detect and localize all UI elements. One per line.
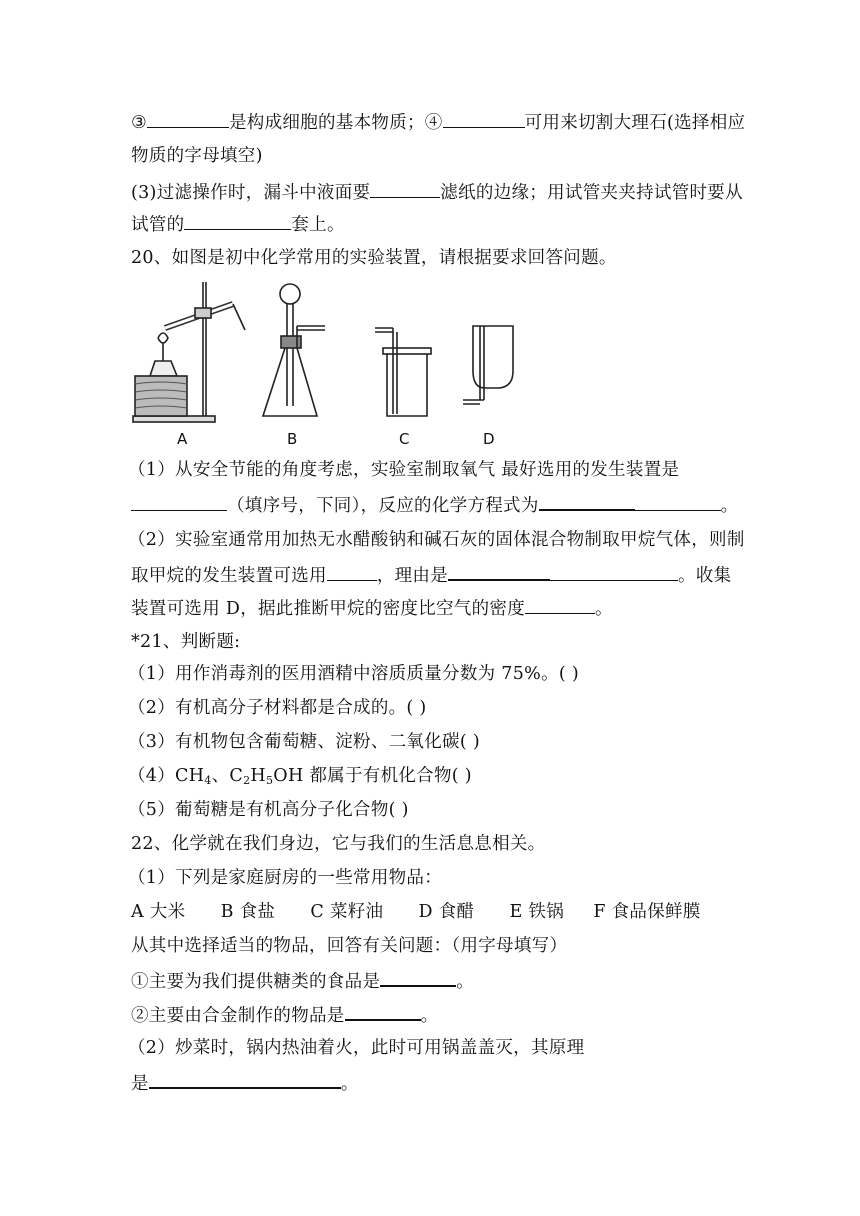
q21-item-2: （2）有机高分子材料都是合成的。( ) xyxy=(128,698,427,718)
q19-line-4 xyxy=(131,212,345,237)
q19-line-1 xyxy=(131,110,745,135)
q20-p1-end: 。 xyxy=(720,496,739,516)
q22-p1: （1）下列是家庭厨房的一些常用物品： xyxy=(128,868,443,888)
apparatus-d xyxy=(463,326,513,404)
q20-p2-f: 。 xyxy=(595,599,613,619)
subscript: 4 xyxy=(204,774,212,787)
q21-item4-d: OH 都属于有机化合物( ) xyxy=(273,766,472,786)
blank-field[interactable] xyxy=(327,563,377,581)
blank-field[interactable] xyxy=(380,968,456,987)
q19-line-3 xyxy=(131,180,743,205)
q19-line3-a: (3)过滤操作时，漏斗中液面要 xyxy=(131,183,371,203)
q20-p1-line-1: （1）从安全节能的角度考虑，实验室制取氧气 最好选用的发生装置是 xyxy=(128,460,680,480)
q20-p2-line-3 xyxy=(131,596,613,621)
q21-item4-a: （4）CH xyxy=(128,766,205,786)
blank-field[interactable] xyxy=(370,180,440,198)
blank-field[interactable] xyxy=(539,492,635,511)
label-c: C xyxy=(399,430,410,448)
blank-field[interactable] xyxy=(149,1070,341,1089)
blank-field[interactable] xyxy=(184,212,291,230)
q20-p2-c: ，理由是 xyxy=(376,566,449,586)
q20-title: 20、如图是初中化学常用的实验装置，请根据要求回答问题。 xyxy=(131,248,617,268)
q22-p2-line-2 xyxy=(131,1070,359,1096)
q21-item-4 xyxy=(128,764,472,793)
q22-q2-text: ②主要由合金制作的物品是 xyxy=(131,1006,345,1026)
q22-q1-text: ①主要为我们提供糖类的食品是 xyxy=(131,972,381,992)
label-d: D xyxy=(483,430,495,448)
q22-q2-end: 。 xyxy=(420,1006,439,1026)
q21-item-5: （5）葡萄糖是有机高分子化合物( ) xyxy=(128,800,409,820)
subscript: 5 xyxy=(265,774,274,787)
blank-field[interactable] xyxy=(525,596,595,614)
q22-p2-line-1: （2）炒菜时，锅内热油着火，此时可用锅盖盖灭，其原理 xyxy=(128,1038,585,1058)
apparatus-b xyxy=(263,284,325,416)
q19-line1-c: 可用来切割大理石(选择相应 xyxy=(524,113,746,133)
label-b: B xyxy=(287,430,298,448)
q19-line4-b: 套上。 xyxy=(291,215,345,235)
q19-line-2: 物质的字母填空) xyxy=(131,146,263,166)
lab-apparatus-figure xyxy=(125,276,535,451)
blank-field[interactable] xyxy=(345,1002,421,1021)
q22-q2 xyxy=(131,1002,438,1028)
q20-p2-d: 。收集 xyxy=(678,566,732,586)
q22-instruction: 从其中选择适当的物品，回答有关问题：（用字母填写） xyxy=(131,936,568,956)
q20-p2-e: 装置可选用 D，据此推断甲烷的密度比空气的密度 xyxy=(131,599,525,619)
blank-field[interactable] xyxy=(131,493,227,511)
q22-q1-end: 。 xyxy=(456,972,475,992)
blank-field[interactable] xyxy=(147,110,229,128)
q21-title: *21、判断题: xyxy=(131,632,241,652)
q21-item-3: （3）有机物包含葡萄糖、淀粉、二氧化碳( ) xyxy=(128,732,480,752)
label-a: A xyxy=(177,430,188,448)
q20-p2-line-2 xyxy=(131,562,731,588)
blank-field[interactable] xyxy=(635,493,721,511)
blank-field[interactable] xyxy=(448,562,550,581)
q20-p2-line-1: （2）实验室通常用加热无水醋酸钠和碱石灰的固体混合物制取甲烷气体，则制 xyxy=(128,530,745,550)
q22-q1 xyxy=(131,968,474,994)
apparatus-c xyxy=(375,328,431,416)
q22-options: A 大米 B 食盐 C 菜籽油 D 食醋 E 铁锅 F 食品保鲜膜 xyxy=(131,902,701,922)
q22-p2-b: 是 xyxy=(131,1074,149,1094)
q21-item-1: （1）用作消毒剂的医用酒精中溶质质量分数为 75%。( ) xyxy=(128,664,580,684)
q19-line3-b: 滤纸的边缘；用试管夹夹持试管时要从 xyxy=(440,183,743,203)
q22-p2-end: 。 xyxy=(340,1074,359,1094)
q19-line1-b: 是构成细胞的基本物质；④ xyxy=(229,113,443,133)
q21-item4-c: H xyxy=(250,766,266,786)
blank-field[interactable] xyxy=(550,563,678,581)
blank-field[interactable] xyxy=(443,110,525,128)
q20-p1-line-2 xyxy=(131,492,738,518)
q21-item4-b: 、C xyxy=(211,766,244,786)
subscript: 2 xyxy=(243,774,251,787)
q20-p2-b: 取甲烷的发生装置可选用 xyxy=(131,566,327,586)
q19-line1-a: ③ xyxy=(131,113,147,133)
apparatus-a xyxy=(133,282,245,422)
q20-p1-b: （填序号，下同），反应的化学方程式为 xyxy=(227,496,539,516)
q22-title: 22、化学就在我们身边，它与我们的生活息息相关。 xyxy=(131,834,546,854)
q19-line4-a: 试管的 xyxy=(131,215,185,235)
